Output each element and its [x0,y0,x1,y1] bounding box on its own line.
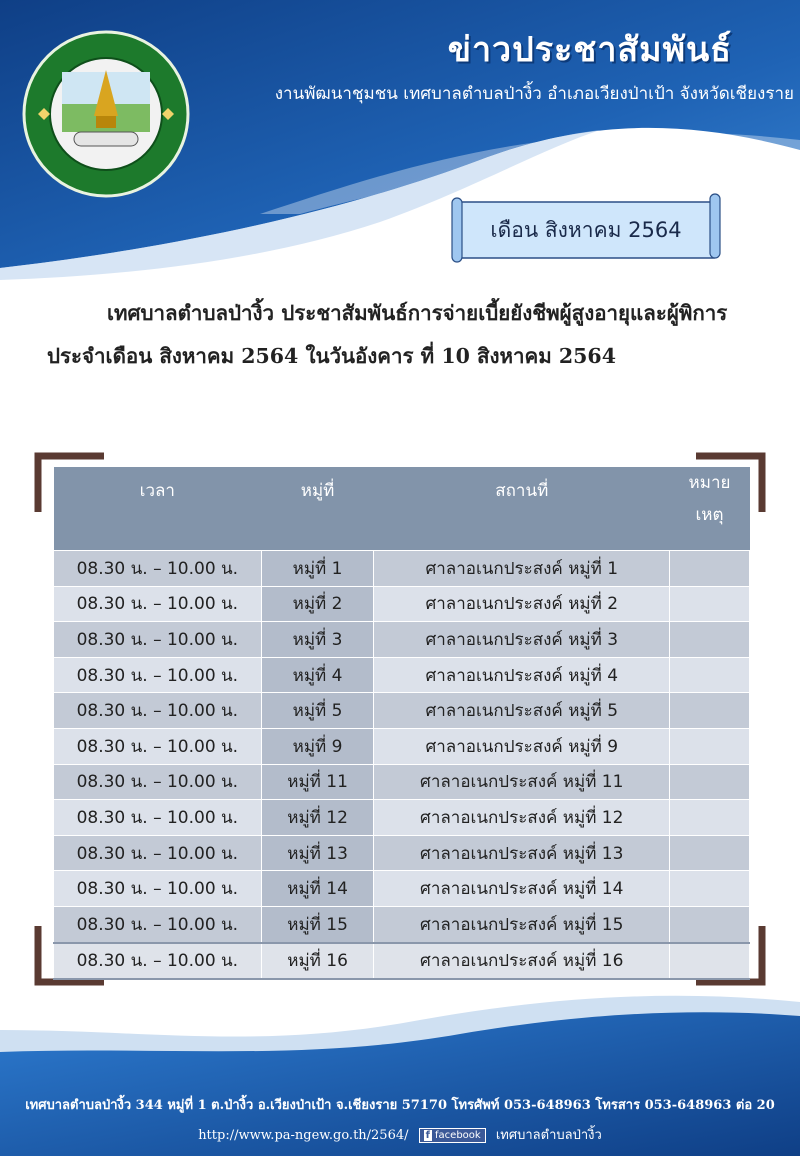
village-cell: หมู่ที่ 14 [261,871,374,907]
table-row [54,835,750,871]
village-cell: หมู่ที่ 15 [261,906,374,942]
remark-cell [670,871,750,907]
table-row [54,800,750,836]
location-cell: ศาลาอเนกประสงค์ หมู่ที่ 14 [374,871,670,907]
table-row [54,622,750,658]
location-cell: ศาลาอเนกประสงค์ หมู่ที่ 4 [374,657,670,693]
page-subtitle: งานพัฒนาชุมชน เทศบาลตำบลป่างิ้ว อำเภอเวียงป่าเป้า จังหวัดเชียงราย [274,84,794,104]
facebook-page-name[interactable]: เทศบาลตำบลป่างิ้ว [495,1128,602,1143]
village-cell: หมู่ที่ 9 [261,728,374,764]
facebook-icon: f [425,1130,431,1141]
location-cell: ศาลาอเนกประสงค์ หมู่ที่ 13 [374,835,670,871]
remark-cell [670,728,750,764]
location-cell: ศาลาอเนกประสงค์ หมู่ที่ 1 [374,551,670,587]
remark-cell [670,551,750,587]
header-remark [670,467,750,551]
remark-cell [670,586,750,622]
time-cell: 08.30 น. – 10.00 น. [54,693,262,729]
village-cell: หมู่ที่ 2 [261,586,374,622]
footer-url[interactable]: http://www.pa-ngew.go.th/2564/ [198,1128,409,1143]
location-cell: ศาลาอเนกประสงค์ หมู่ที่ 16 [374,943,670,980]
location-cell: ศาลาอเนกประสงค์ หมู่ที่ 3 [374,622,670,658]
remark-cell [670,622,750,658]
location-cell: ศาลาอเนกประสงค์ หมู่ที่ 11 [374,764,670,800]
remark-cell [670,764,750,800]
location-cell: ศาลาอเนกประสงค์ หมู่ที่ 2 [374,586,670,622]
table-row [54,551,750,587]
time-cell: 08.30 น. – 10.00 น. [54,906,262,942]
facebook-badge[interactable] [419,1128,486,1143]
announcement-paragraph: เทศบาลตำบลป่างิ้ว ประชาสัมพันธ์การจ่ายเบี้ยยังชีพผู้สูงอายุและผู้พิการ ประจำเดือน สิงหาคม 2564 ในวันอังคาร ที่ 10 สิงหาคม 2564 [47,301,728,368]
time-cell: 08.30 น. – 10.00 น. [54,657,262,693]
village-cell: หมู่ที่ 5 [261,693,374,729]
time-cell: 08.30 น. – 10.00 น. [54,943,262,980]
remark-cell [670,800,750,836]
time-cell: 08.30 น. – 10.00 น. [54,551,262,587]
time-cell: 08.30 น. – 10.00 น. [54,871,262,907]
time-cell: 08.30 น. – 10.00 น. [54,764,262,800]
village-cell: หมู่ที่ 4 [261,657,374,693]
table-header-row [54,467,750,551]
remark-cell [670,693,750,729]
table-row [54,943,750,980]
header-location: สถานที่ [374,467,670,551]
time-cell: 08.30 น. – 10.00 น. [54,835,262,871]
page-title: ข่าวประชาสัมพันธ์ [447,30,732,70]
month-label: เดือน สิงหาคม 2564 [490,218,682,242]
table-row [54,693,750,729]
location-cell: ศาลาอเนกประสงค์ หมู่ที่ 5 [374,693,670,729]
header-time: เวลา [54,467,262,551]
village-cell: หมู่ที่ 16 [261,943,374,980]
table-row [54,728,750,764]
remark-cell [670,906,750,942]
facebook-label: facebook [435,1130,481,1141]
village-cell: หมู่ที่ 11 [261,764,374,800]
time-cell: 08.30 น. – 10.00 น. [54,622,262,658]
table-row [54,586,750,622]
location-cell: ศาลาอเนกประสงค์ หมู่ที่ 9 [374,728,670,764]
footer-address: เทศบาลตำบลป่างิ้ว 344 หมู่ที่ 1 ต.ป่างิ้ว อ.เวียงป่าเป้า จ.เชียงราย 57170 โทรศัพท์ 053-648963 โทรสาร 053-648963 ต่อ 20 [25,1098,775,1113]
time-cell: 08.30 น. – 10.00 น. [54,586,262,622]
municipality-logo [22,30,190,198]
header-village: หมู่ที่ [261,467,374,551]
village-cell: หมู่ที่ 1 [261,551,374,587]
village-cell: หมู่ที่ 12 [261,800,374,836]
remark-cell [670,835,750,871]
payment-schedule-table [53,467,750,980]
table-row [54,657,750,693]
time-cell: 08.30 น. – 10.00 น. [54,728,262,764]
village-cell: หมู่ที่ 3 [261,622,374,658]
header-remark-text: หมายเหตุ [688,473,731,525]
time-cell: 08.30 น. – 10.00 น. [54,800,262,836]
table-row [54,906,750,942]
village-cell: หมู่ที่ 13 [261,835,374,871]
remark-cell [670,657,750,693]
table-row [54,871,750,907]
location-cell: ศาลาอเนกประสงค์ หมู่ที่ 15 [374,906,670,942]
remark-cell [670,943,750,980]
announcement-text [47,292,767,378]
location-cell: ศาลาอเนกประสงค์ หมู่ที่ 12 [374,800,670,836]
table-row [54,764,750,800]
footer-links [0,1124,800,1145]
